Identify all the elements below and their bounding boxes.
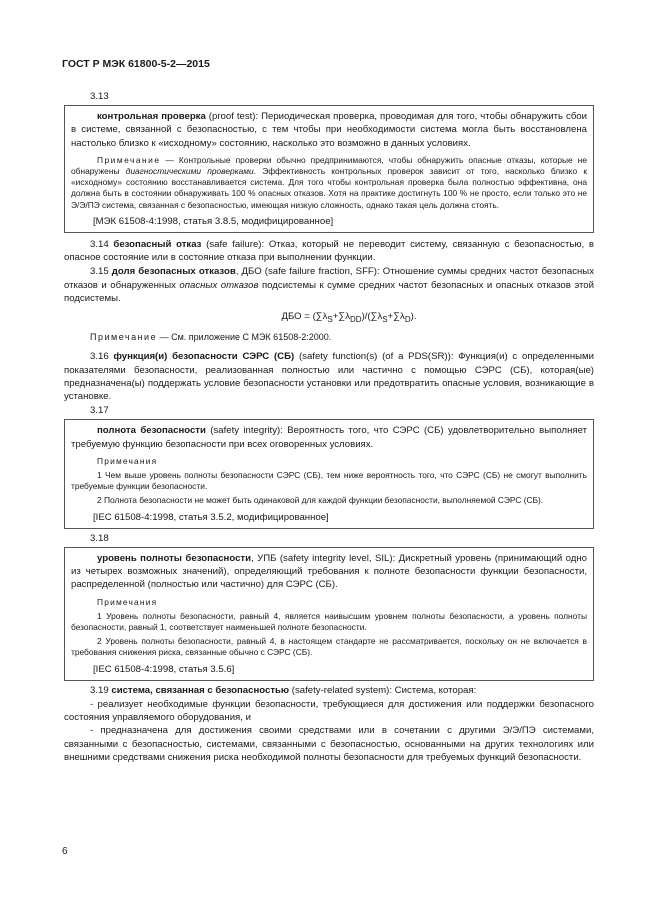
definition-box-3-13 xyxy=(64,105,594,233)
document-body xyxy=(64,90,594,764)
list-item-3-19-1: - реализует необходимые функции безопасности, требующиеся для достижения или поддержки безопасного состояния управляемого оборудования, и xyxy=(64,699,594,724)
definition-3-17: полнота безопасности (safety integrity): Вероятность того, что СЭРС (СБ) удовлетворительно выполняет требуемую функцию безопасности при всех оговоренных условиях. xyxy=(71,425,587,450)
source-3-17: [IEC 61508-4:1998, статья 3.5.2, модифицированное] xyxy=(93,511,329,523)
sff-formula: ДБО = $(\sum\lambda_S+\sum\lambda_{DD})/(\sum\lambda_S+\sum\lambda_D)$. xyxy=(281,311,417,324)
definition-box-3-18 xyxy=(64,547,594,681)
document-header: ГОСТ Р МЭК 61800-5-2—2015 xyxy=(62,58,210,70)
term-safety-related-system: система, связанная с безопасностью xyxy=(111,684,290,696)
term-safe-failure: безопасный отказ xyxy=(113,239,202,251)
definition-box-3-17 xyxy=(64,419,594,528)
note-3-15: Примечание — См. приложение С МЭК 61508-2:2000. xyxy=(90,332,332,343)
definition-3-14: 3.14 безопасный отказ (safe failure): Отказ, который не переводит систему, связанную с безопасностью, в опасное состояние или в состояние отказа при выполнении функции. xyxy=(64,239,595,264)
notes-heading-3-17: Примечания xyxy=(97,455,158,466)
definition-3-16: 3.16 функция(и) безопасности СЭРС (СБ) (safety function(s) (of a PDS(SR)): Функция(и) с определенными показателями безопасности, реализованная полностью или частично с помощью СЭРС (СБ), которая(ые) предназначена(ы) поддержать условие безопасности установки или предотвратить опасные условия, возникающие в установке. xyxy=(64,351,594,402)
source-3-18: [IEC 61508-4:1998, статья 3.5.6] xyxy=(93,663,235,675)
term-sff: доля безопасных отказов xyxy=(111,266,236,278)
clause-number-3-17: 3.17 xyxy=(90,405,109,417)
term-proof-test: контрольная проверка xyxy=(97,111,206,123)
term-safety-function: функция(и) безопасности СЭРС (СБ) xyxy=(113,351,295,363)
definition-3-19: 3.19 система, связанная с безопасностью (safety-related system): Система, которая: xyxy=(90,684,477,696)
note-3-18-1: 1 Уровень полноты безопасности, равный 4, является наивысшим уровнем полноты безопасности, а уровень полноты безопасности, равный 1, соответствует наименьшей полноте безопасности. xyxy=(71,610,587,633)
clause-number-3-18: 3.18 xyxy=(90,532,109,544)
definition-3-18: уровень полноты безопасности, УПБ (safety integrity level, SIL): Дискретный уровень (принимающий одно из четырех возможных значений), определяющий требования к полноте безопасности функции безопасности, распределенной (полностью или частично) для СЭРС (СБ). xyxy=(71,553,587,591)
note-3-17-1: 1 Чем выше уровень полноты безопасности СЭРС (СБ), тем ниже вероятность того, что СЭРС (СБ) не смогут выполнить требуемые функции безопасности. xyxy=(71,469,587,492)
notes-heading-3-18: Примечания xyxy=(97,596,158,607)
source-3-13: [МЭК 61508-4:1998, статья 3.8.5, модифицированное] xyxy=(93,215,334,227)
definition-3-13: контрольная проверка (proof test): Периодическая проверка, проводимая для того, чтобы обнаружить сбои в системе, связанной с безопасностью, с тем чтобы при необходимости система могла быть восстановлена настолько близко к «исходному» состоянию, насколько это возможно в данных условиях. xyxy=(71,111,588,149)
term-safety-integrity: полнота безопасности xyxy=(97,425,206,437)
term-sil: уровень полноты безопасности xyxy=(97,553,252,564)
page-number: 6 xyxy=(62,846,68,857)
clause-number-3-13: 3.13 xyxy=(90,91,109,102)
note-3-18-2: 2 Уровень полноты безопасности, равный 4, в настоящем стандарте не рассматривается, поскольку он не включается в требования снижения риска, связанные обычно с СЭРС (СБ). xyxy=(71,636,587,658)
note-3-17-2: 2 Полнота безопасности не может быть одинаковой для каждой функции безопасности, выполняемой СЭРС (СБ). xyxy=(97,495,544,506)
definition-3-15: 3.15 доля безопасных отказов, ДБО (safe failure fraction, SFF): Отношение суммы средних частот безопасных отказов и обнаруженных опасных отказов подсистемы к сумме средних частот безопасных и опасных отказов этой подсистемы. xyxy=(64,266,595,304)
note-3-13: Примечание — Контрольные проверки обычно предпринимаются, чтобы обнаружить опасные отказы, которые не обнаружены диагностическими проверками. Эффективность контрольных проверок зависит от того, насколько близко к «исходному» состоянию восстанавливается система. Для того чтобы контрольная проверка была полностью эффективна, она должна быть в состоянии обнаруживать 100 % опасных отказов. Хотя на практике достигнуть 100 % не просто, если только это не Э/Э/ПЭ система, связанная с безопасностью, имеющая низкую сложность, однако такая цель должна стоять. xyxy=(71,154,587,210)
list-item-3-19-2: - предназначена для достижения своими средствами или в сочетании с другими Э/Э/ПЭ системами, связанными с безопасностью, системами, связанными с безопасностью, основанными на других технологиях или внешними средствами снижения риска необходимой полноты безопасности для требуемых функций безопасности. xyxy=(64,725,594,763)
